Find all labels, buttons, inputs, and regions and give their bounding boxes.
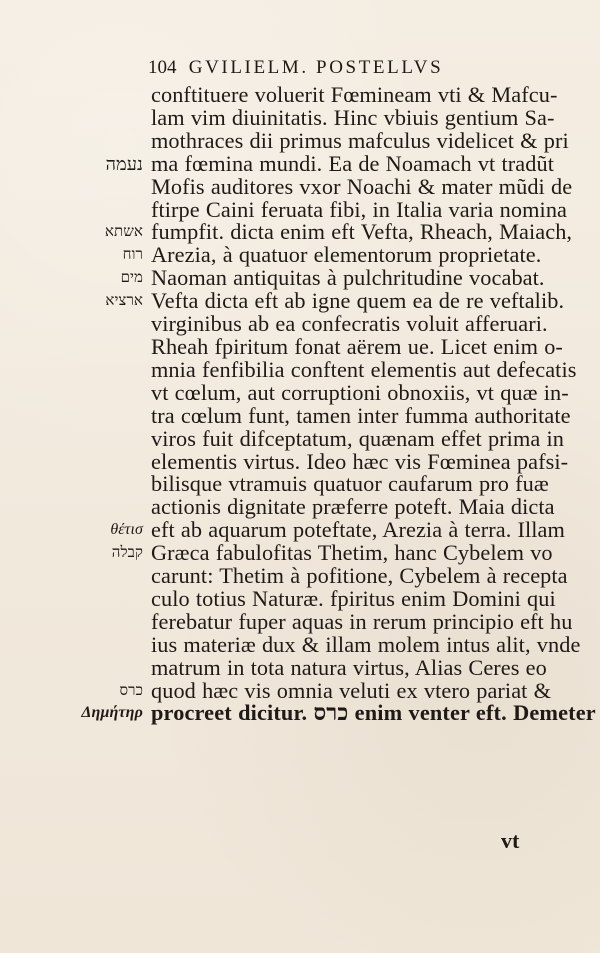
- marginal-note: אשתא: [104, 224, 143, 241]
- line-text: ftirpe Caini feruata fibi, in Italia varia nomina: [151, 196, 568, 222]
- marginal-note: θέτισ: [110, 521, 143, 539]
- line-text: ferebatur fuper aquas in rerum principio eft hu: [151, 608, 573, 634]
- running-head: GVILIELM. POSTELLVS: [188, 57, 444, 78]
- text-line: [151, 654, 547, 680]
- text-line: [110, 517, 565, 543]
- text-line: [151, 448, 569, 474]
- text-line: [151, 356, 577, 382]
- text-line: [104, 219, 573, 245]
- line-text: lam vim diuinitatis. Hinc vbiuis gentium Sa-: [151, 104, 555, 130]
- text-line: [151, 631, 581, 657]
- text-line: [151, 311, 548, 337]
- marginal-note: נעמה: [105, 153, 143, 174]
- text-line: [151, 494, 555, 520]
- marginal-note: ארציא: [105, 293, 143, 310]
- line-text: bilisque vtramuis quatuor caufarum pro fuæ: [151, 471, 549, 497]
- line-text: eft ab aquarum poteftate, Arezia à terra. Illam: [151, 517, 565, 543]
- line-text: procreet dicitur. כרס enim venter eft. Demeter: [151, 700, 596, 726]
- text-line: [151, 425, 565, 451]
- line-text: matrum in tota natura virtus, Alias Ceres eo: [151, 654, 547, 680]
- text-line: [151, 379, 569, 405]
- line-text: elementis virtus. Ideo hæc vis Fœminea pafsi-: [151, 448, 569, 474]
- line-text: ius materiæ dux & illam molem intus alit, vnde: [151, 631, 581, 657]
- text-line: [151, 127, 569, 153]
- line-text: Mofis auditores vxor Noachi & mater mũdi de: [151, 173, 573, 199]
- text-line: [122, 242, 542, 268]
- line-text: ma fœmina mundi. Ea de Noamach vt tradũt: [151, 150, 554, 176]
- marginal-note: קבלה: [111, 545, 143, 562]
- text-line: [151, 173, 573, 199]
- marginal-note: רוח: [122, 247, 143, 264]
- line-text: Vefta dicta eft ab igne quem ea de re veftalib.: [151, 288, 565, 314]
- text-line: [151, 196, 568, 222]
- line-text: tra cœlum funt, tamen inter fumma authoritate: [151, 402, 571, 428]
- line-text: Rheah fpiritum fonat aërem ue. Licet enim o-: [151, 333, 563, 359]
- main-text-block: [81, 82, 596, 726]
- text-line: [81, 700, 596, 726]
- line-text: actionis dignitate præferre poteft. Maia dicta: [151, 494, 555, 520]
- text-line: [105, 150, 554, 176]
- text-line: [151, 471, 549, 497]
- text-line: [119, 677, 552, 703]
- text-line: [151, 402, 571, 428]
- line-text: Græca fabulofitas Thetim, hanc Cybelem vo: [151, 540, 553, 566]
- text-line: [111, 540, 553, 566]
- text-line: [151, 333, 563, 359]
- line-text: fumpfit. dicta enim eft Vefta, Rheach, Maiach,: [151, 219, 573, 245]
- page-number: 104: [148, 57, 177, 78]
- line-text: quod hæc vis omnia veluti ex vtero pariat &: [151, 677, 552, 703]
- text-line: [120, 265, 545, 291]
- page-header: [148, 57, 538, 79]
- text-line: [105, 288, 565, 314]
- line-text: virginibus ab ea confecratis voluit afferuari.: [151, 311, 548, 337]
- marginal-note: Δημήτηρ: [81, 704, 143, 722]
- line-text: vt cœlum, aut corruptioni obnoxiis, vt quæ in-: [151, 379, 569, 405]
- line-text: mothraces dii primus mafculus videlicet & pri: [151, 127, 569, 153]
- line-text: culo totius Naturæ. fpiritus enim Domini qui: [151, 585, 556, 611]
- line-text: conftituere voluerit Fœmineam vti & Mafcu-: [151, 82, 558, 107]
- line-text: viros fuit difceptatum, quænam effet prima in: [151, 425, 565, 451]
- line-text: Arezia, à quatuor elementorum proprietate.: [151, 242, 542, 268]
- line-text: mnia fenfibilia conftent elementis aut defecatis: [151, 356, 577, 382]
- text-line: [151, 104, 555, 130]
- line-text: carunt: Thetim à pofitione, Cybelem à recepta: [151, 563, 568, 589]
- text-line: [151, 608, 573, 634]
- line-text: Naoman antiquitas à pulchritudine vocabat.: [151, 265, 545, 291]
- text-line: [151, 82, 558, 107]
- marginal-note: מים: [120, 270, 143, 287]
- marginal-note: כרס: [119, 682, 143, 699]
- text-line: [151, 563, 568, 589]
- text-line: [151, 585, 556, 611]
- catchword: vt: [501, 828, 520, 853]
